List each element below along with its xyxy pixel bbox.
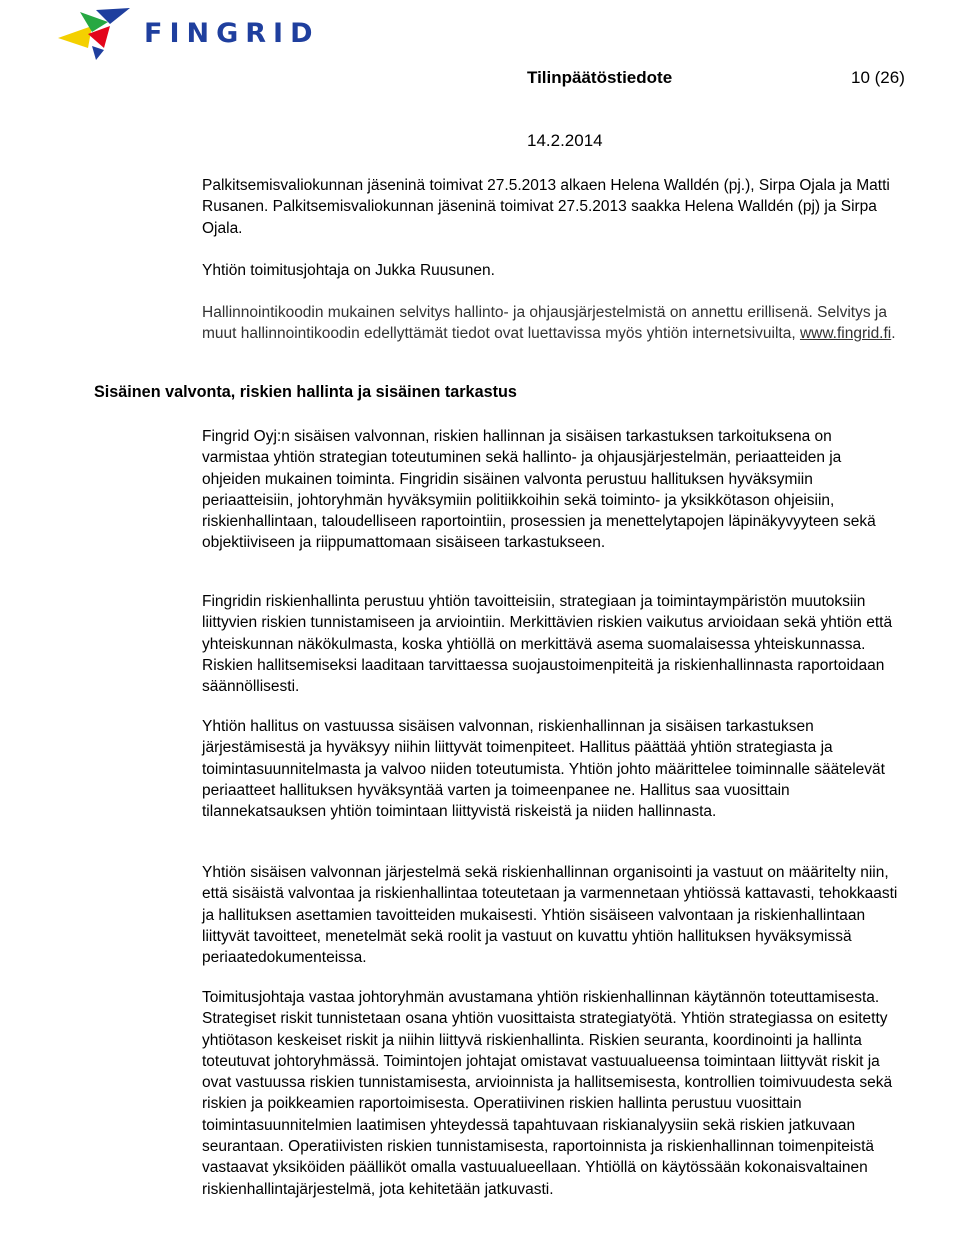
fingrid-logo bbox=[52, 4, 320, 62]
section-paragraph-4: Yhtiön sisäisen valvonnan järjestelmä sekä riskienhallinnan organisointi ja vastuut on määritelty niin, että sisäistä valvontaa ja riskienhallintaa toteutetaan ja varmennetaan yhtiössä kattavasti, tehokkaasti ja hallituksen asettamien tavoitteiden mukaisesti. Yhtiön sisäiseen valvontaan ja riskienhallintaan liittyvät tavoitteet, menetelmät sekä roolit ja vastuut on kuvattu yhtiön hallituksen hyväksymissä periaatedokumenteissa. bbox=[202, 864, 898, 967]
intro-paragraph-committee: Palkitsemisvaliokunnan jäseninä toimivat 27.5.2013 alkaen Helena Walldén (pj.), Sirpa Ojala ja Matti Rusanen. Palkitsemisvaliokunnan jäseninä toimivat 27.5.2013 saakka Helena Walldén (pj) ja Sirpa Ojala. bbox=[202, 177, 890, 237]
website-link[interactable]: www.fingrid.fi bbox=[799, 325, 892, 343]
document-date: 14.2.2014 bbox=[527, 131, 603, 150]
page-number: 10 (26) bbox=[851, 68, 905, 87]
section-paragraph-1: Fingrid Oyj:n sisäisen valvonnan, riskien hallinnan ja sisäisen tarkastuksen tarkoituksena on varmistaa yhtiön strategian toteutuminen sekä hallinto- ja ohjausjärjestelmän, periaatteiden ja ohjeiden mukainen toiminta. Fingridin sisäinen valvonta perustuu hallituksen hyväksymiin periaatteisiin, johtoryhmän hyväksymiin politiikkoihin sekä toiminto- ja yksikkötason ohjeisiin, riskienhallintaan, taloudelliseen raportointiin, prosessien ja menettelytapojen läpinäkyvyyteen sekä objektiiviseen ja riippumattomaan sisäiseen tarkastukseen. bbox=[202, 428, 876, 552]
intro-paragraph-governance bbox=[202, 302, 902, 345]
section-heading: Sisäinen valvonta, riskien hallinta ja sisäinen tarkastus bbox=[94, 383, 517, 401]
governance-text-end: . bbox=[891, 325, 896, 343]
intro-paragraph-ceo: Yhtiön toimitusjohtaja on Jukka Ruusunen. bbox=[202, 262, 495, 279]
document-title: Tilinpäätöstiedote bbox=[527, 68, 673, 87]
section-paragraph-5: Toimitusjohtaja vastaa johtoryhmän avustamana yhtiön riskienhallinnan käytännön toteuttamisesta. Strategiset riskit tunnistetaan osana yhtiön vuosittaista strategiatyötä. Yhtiön strategiassa on esitetty yhtiötason keskeiset riskit ja niihin liittyvä riskienhallinta. Riskien seuranta, koordinointi ja hallinta toteutuvat johtoryhmässä. Toimintojen johtajat omistavat vastuualueensa toimintaan liittyvät riskit ja ovat vastuussa riskien tunnistamisesta, arvioinnista ja hallitsemisesta, kontrollien toimivuudesta sekä riskien ja poikkeamien raportoimisesta. Operatiivinen riskien hallinta perustuu vuosittain toimintasuunnitelmien laatimisen yhteydessä tapahtuvaan riskianalyysiin sekä riskien jatkuvaan seurantaan. Operatiivisten riskien tunnistamisesta, raportoinnista ja riskienhallinnan toimenpiteistä vastaavat yksiköiden päälliköt omalla vastuualueellaan. Yhtiöllä on käytössään kokonaisvaltainen riskienhallintajärjestelmä, jota kehitetään jatkuvasti. bbox=[202, 989, 893, 1198]
fingrid-logo-mark-icon bbox=[52, 4, 144, 62]
governance-text: Hallinnointikoodin mukainen selvitys hallinto- ja ohjausjärjestelmistä on annettu erillisenä. Selvitys ja muut hallinnointikoodin edellyttämät tiedot ovat luettavissa myös yhtiön internetsivuilta, bbox=[202, 304, 887, 343]
section-paragraph-3: Yhtiön hallitus on vastuussa sisäisen valvonnan, riskienhallinnan ja sisäisen tarkastuksen järjestämisestä ja hyväksyy niihin liittyvät toimenpiteet. Hallitus päättää yhtiön strategiasta ja toimintasuunnitelmasta ja valvoo niiden toteutumista. Yhtiön johto määrittelee toiminnalle säätelevät periaatteet hallituksen hyväksyntää varten ja toimeenpanee ne. Hallitus saa vuosittain tilannekatsauksen yhtiön toimintaan liittyvistä riskeistä ja niiden hallinnasta. bbox=[202, 718, 885, 821]
logo-text: FINGRID bbox=[144, 18, 320, 49]
section-paragraph-2: Fingridin riskienhallinta perustuu yhtiön tavoitteisiin, strategiaan ja toimintaympäristön muutoksiin liittyvien riskien tunnistamiseen ja arviointiin. Merkittävien riskien vaikutus arvioidaan sekä yhtiön että yhteiskunnan näkökulmasta, koska yhtiöllä on merkittävä asema suomalaisessa yhteiskunnassa. Riskien hallitsemiseksi laaditaan tarvittaessa suojaustoimenpiteitä ja riskienhallinnasta raportoidaan säännöllisesti. bbox=[202, 593, 893, 696]
